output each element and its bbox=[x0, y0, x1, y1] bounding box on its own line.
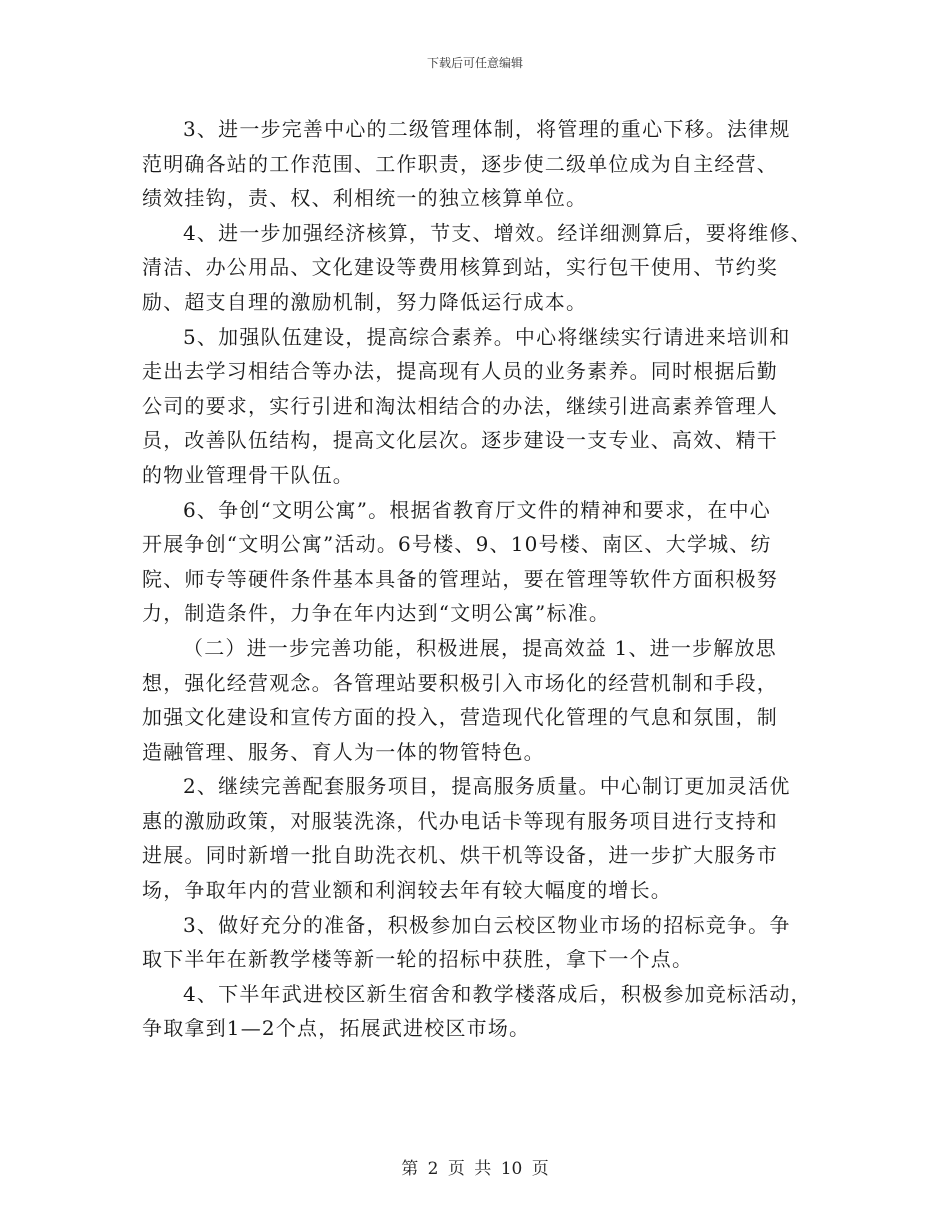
text-line: 走出去学习相结合等办法，提高现有人员的业务素养。同时根据后勤 bbox=[142, 359, 778, 384]
text-line: 4、进一步加强经济核算，节支、增效。经详细测算后，要将维修、 bbox=[183, 220, 812, 245]
text-line: 绩效挂钩，责、权、利相统一的独立核算单位。 bbox=[142, 186, 588, 211]
text-line: 4、下半年武进校区新生宿舍和教学楼落成后，积极参加竞标活动， bbox=[183, 981, 812, 1006]
text-line: 3、进一步完善中心的二级管理体制，将管理的重心下移。法律规 bbox=[183, 117, 791, 141]
page-footer: 第 2 页 共 10 页 bbox=[401, 1159, 549, 1179]
text-line: 范明确各站的工作范围、工作职责，逐步使二级单位成为自主经营、 bbox=[142, 151, 778, 176]
text-line: 开展争创“文明公寓”活动。6号楼、9、10号楼、南区、大学城、纺 bbox=[142, 532, 772, 557]
text-line: 2、继续完善配套服务项目，提高服务质量。中心制订更加灵活优 bbox=[183, 774, 791, 799]
text-line: 争取拿到1—2个点，拓展武进校区市场。 bbox=[142, 1016, 531, 1041]
text-line: （二）进一步完善功能，积极进展，提高效益 1、进一步解放思 bbox=[183, 635, 777, 660]
text-line: 清洁、办公用品、文化建设等费用核算到站，实行包干使用、节约奖 bbox=[142, 255, 778, 280]
text-line: 加强文化建设和宣传方面的投入，营造现代化管理的气息和氛围，制 bbox=[142, 705, 778, 730]
text-line: 3、做好充分的准备，积极参加白云校区物业市场的招标竞争。争 bbox=[183, 912, 791, 937]
page-header: 下载后可任意编辑 bbox=[426, 56, 523, 70]
text-line: 场，争取年内的营业额和利润较去年有较大幅度的增长。 bbox=[142, 878, 672, 903]
text-line: 员，改善队伍结构，提高文化层次。逐步建设一支专业、高效、精干 bbox=[142, 428, 778, 453]
text-line: 取下半年在新教学楼等新一轮的招标中获胜，拿下一个点。 bbox=[142, 947, 694, 972]
text-line: 造融管理、服务、育人为一体的物管特色。 bbox=[142, 739, 545, 764]
text-line: 励、超支自理的激励机制，努力降低运行成本。 bbox=[142, 289, 588, 314]
text-line: 惠的激励政策，对服装洗涤，代办电话卡等现有服务项目进行支持和 bbox=[142, 808, 778, 833]
text-line: 力，制造条件，力争在年内达到“文明公寓”标准。 bbox=[142, 601, 611, 626]
text-line: 院、师专等硬件条件基本具备的管理站，要在管理等软件方面积极努 bbox=[142, 566, 778, 591]
text-line: 进展。同时新增一批自助洗衣机、烘干机等设备，进一步扩大服务市 bbox=[142, 843, 778, 868]
text-line: 6、争创“文明公寓”。根据省教育厅文件的精神和要求，在中心 bbox=[183, 497, 771, 522]
text-line: 5、加强队伍建设，提高综合素养。中心将继续实行请进来培训和 bbox=[183, 324, 791, 349]
text-line: 公司的要求，实行引进和淘汰相结合的办法，继续引进高素养管理人 bbox=[142, 393, 778, 418]
text-line: 想，强化经营观念。各管理站要积极引入市场化的经营机制和手段， bbox=[142, 670, 778, 695]
document-body bbox=[142, 112, 822, 1046]
text-line: 的物业管理骨干队伍。 bbox=[142, 462, 354, 487]
